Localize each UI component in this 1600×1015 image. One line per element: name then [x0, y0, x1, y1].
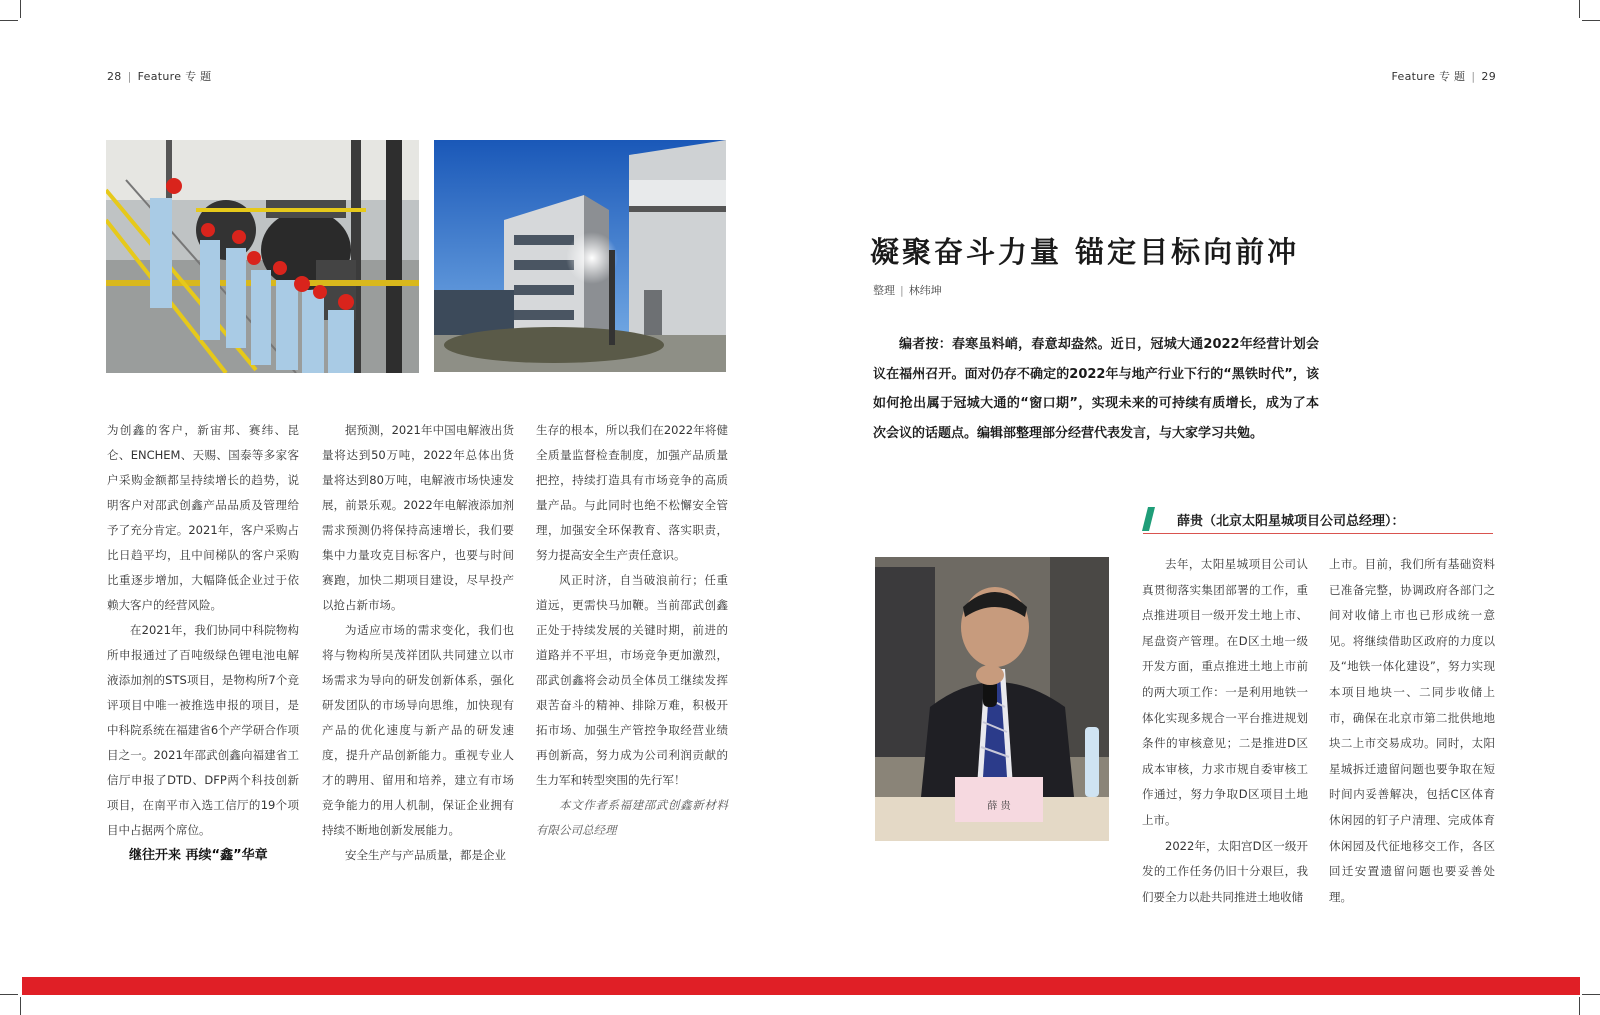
speaker-heading — [1143, 505, 1493, 534]
crop-mark — [1582, 994, 1600, 995]
editor-note — [873, 330, 1319, 448]
paragraph: 生存的根本，所以我们在2022年将健全质量监督检查制度，加强产品质量把控，持续打造具有市场竞争的高质量产品。与此同时也绝不松懈安全管理，加强安全环保教育、落实职责，努力提高安全生产责任意识。 — [536, 423, 728, 562]
right-column-a — [1142, 552, 1308, 910]
right-section-label: Feature 专 题 — [1391, 70, 1466, 83]
subheading: 继往开来 再续“鑫”华章 — [129, 848, 268, 863]
crop-mark — [0, 994, 18, 995]
paragraph: 为创鑫的客户，新宙邦、赛纬、昆仑、ENCHEM、天赐、国泰等多家客户采购金额都呈持续增长的趋势，说明客户对邵武创鑫产品品质及管理给予了充分肯定。2021年，客户采购占比日趋平均，且中间梯队的客户采购比重逐步增加，大幅降低企业过于依赖大客户的经营风险。 — [107, 423, 299, 612]
right-column-b — [1329, 552, 1495, 910]
paragraph: 安全生产与产品质量，都是企业 — [345, 848, 506, 862]
paragraph: 上市。目前，我们所有基础资料已准备完整，协调政府各部门之间对收储上市也已形成统一意见。将继续借助区政府的力度以及“地铁一体化建设”，努力实现本项目地块一、二同步收储上市，确保在北京市第二批供地地块二上市交易成功。同时，太阳星城拆迁遗留问题也要争取在短时间内妥善解决，包括C区体育休闲园的钉子户清理、完成体育休闲园及代征地移交工作，各区回迁安置遗留问题也要妥善处理。 — [1329, 557, 1495, 904]
paragraph: 去年，太阳星城项目公司认真贯彻落实集团部署的工作，重点推进项目一级开发土地上市、尾盘资产管理。在D区土地一级开发方面，重点推进土地上市前的两大项工作：一是利用地铁一体化实现多规合一平台推进规划条件的审核意见；二是推进D区成本审核，力求市规自委审核工作通过，努力争取D区项目土地上市。 — [1142, 557, 1308, 827]
editor-note-text: 编者按：春寒虽料峭，春意却盎然。近日，冠城大通2022年经营计划会议在福州召开。面对仍存不确定的2022年与地产行业下行的“黑铁时代”，该如何抢出属于冠城大通的“窗口期”，实现未来的可持续有质增长，成为了本次会议的话题点。编辑部整理部分经营代表发言，与大家学习共勉。 — [873, 337, 1319, 441]
factory-workers-illustration — [106, 140, 419, 373]
article-title: 凝聚奋斗力量 锚定目标向前冲 — [870, 235, 1300, 269]
left-section-label: Feature 专 题 — [137, 70, 212, 83]
crop-mark — [20, 997, 21, 1015]
left-page-number: 28 — [107, 70, 122, 83]
crop-mark — [0, 20, 18, 21]
crop-mark — [1579, 997, 1580, 1015]
nameplate-text: 薛 贵 — [987, 801, 1011, 812]
crop-mark — [1579, 0, 1580, 18]
right-page-number: 29 — [1481, 70, 1496, 83]
plant-building-photo — [434, 140, 726, 372]
speaker-heading-text: 薛贵（北京太阳星城项目公司总经理）： — [1177, 514, 1405, 529]
right-running-header: Feature 专 题 | 29 — [1391, 70, 1496, 83]
plant-building-illustration — [434, 140, 726, 372]
paragraph: 为适应市场的需求变化，我们也将与物构所吴茂祥团队共同建立以市场需求为导向的研发创新体系，强化研发团队的市场导向思维，加快现有产品的优化速度与新产品的研发速度，提升产品创新能力。重视专业人才的聘用、留用和培养，建立有市场竞争能力的用人机制，保证企业拥有持续不断地创新发展能力。 — [322, 623, 514, 837]
left-column-1 — [107, 418, 299, 868]
left-column-2 — [322, 418, 514, 868]
footer-red-bar — [22, 977, 1580, 995]
paragraph: 风正时济，自当破浪前行；任重道远，更需快马加鞭。当前邵武创鑫正处于持续发展的关键时期，前进的道路并不平坦，市场竞争更加激烈，邵武创鑫将会动员全体员工继续发挥艰苦奋斗的精神、排除万难，积极开拓市场、加强生产管控争取经营业绩再创新高，努力成为公司利润贡献的生力军和转型突围的先行军！ — [536, 573, 728, 787]
paragraph: 据预测，2021年中国电解液出货量将达到50万吨，2022年总体出货量将达到80万吨，电解液市场快速发展，前景乐观。2022年电解液添加剂需求预测仍将保持高速增长，我们要集中力量攻克目标客户，也要与时间赛跑，加快二期项目建设，尽早投产以抢占新市场。 — [322, 423, 514, 612]
crop-mark — [1582, 20, 1600, 21]
left-column-3 — [536, 418, 728, 843]
byline: 整理 | 林纬坤 — [873, 284, 942, 297]
left-running-header: 28 | Feature 专 题 — [107, 70, 212, 83]
author-note: 本文作者系福建邵武创鑫新材料有限公司总经理 — [536, 798, 728, 837]
speaker-illustration — [875, 557, 1109, 841]
byline-label: 整理 — [873, 284, 895, 297]
byline-author: 林纬坤 — [908, 284, 942, 297]
crop-mark — [20, 0, 21, 18]
paragraph: 在2021年，我们协同中科院物构所申报通过了百吨级绿色锂电池电解液添加剂的STS项目，是物构所7个竞评项目中唯一被推选申报的项目，是中科院系统在福建省6个产学研合作项目之一。2021年邵武创鑫向福建省工信厅申报了DTD、DFP两个科技创新项目，在南平市入选工信厅的19个项目中占据两个席位。 — [107, 623, 299, 837]
speaker-photo — [875, 557, 1109, 841]
green-slash-icon — [1142, 507, 1155, 531]
paragraph: 2022年，太阳宫D区一级开发的工作任务仍旧十分艰巨，我们要全力以赴共同推进土地收储 — [1142, 838, 1308, 904]
factory-workers-photo — [106, 140, 419, 373]
